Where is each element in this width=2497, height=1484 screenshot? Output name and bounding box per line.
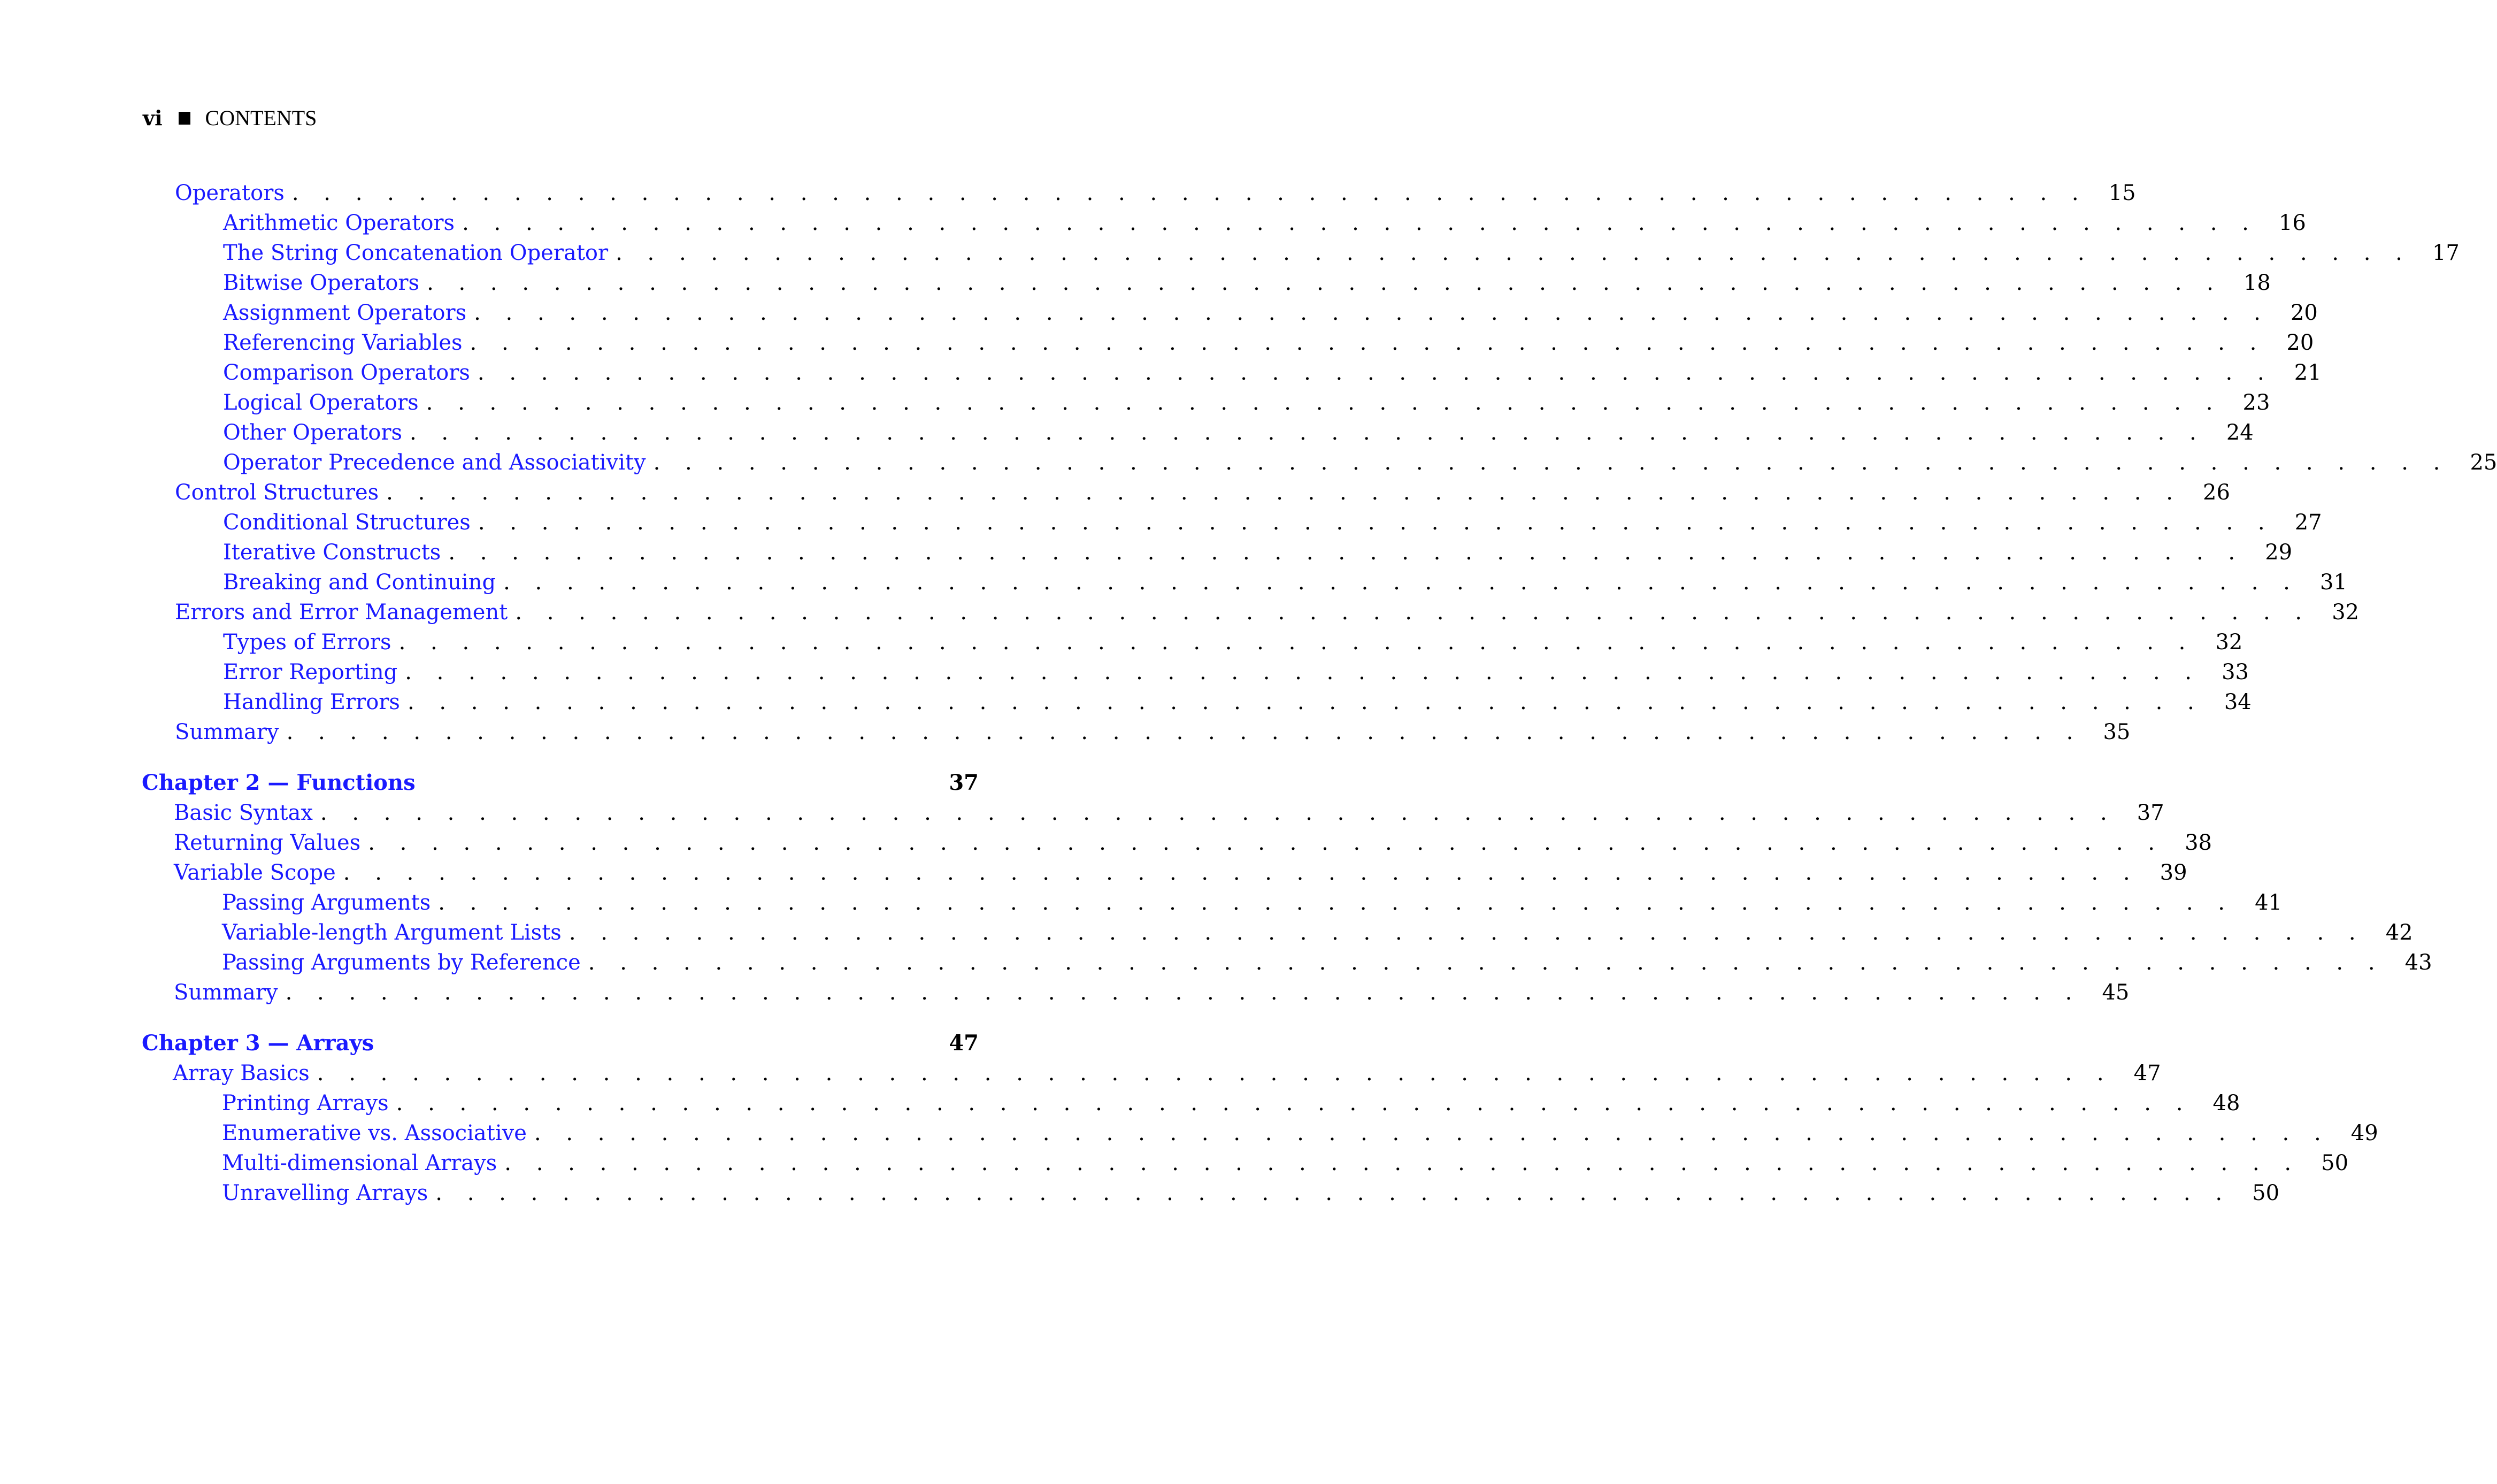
toc-entry-title[interactable]: Assignment Operators bbox=[223, 301, 467, 325]
toc-page-number: 41 bbox=[2255, 890, 2283, 915]
dot-leader: . . . . . . . . . . . . . . . . . . . . . . . . . . . . . . . . . . . . . . . . . . . . . . . . . . . . . . . . . bbox=[386, 480, 2182, 505]
toc-entry-title[interactable]: Multi-dimensional Arrays bbox=[222, 1151, 497, 1175]
toc-page-number: 18 bbox=[2243, 271, 2271, 295]
toc-entry-title[interactable]: Enumerative vs. Associative bbox=[222, 1121, 527, 1145]
dot-leader: . . . . . . . . . . . . . . . . . . . . . . . . . . . . . . . . . . . . . . . . . . . . . . . . . . . . . . . . . bbox=[343, 860, 2139, 885]
toc-entry-iterative-constructs[interactable] bbox=[223, 537, 2293, 567]
toc-entry-returning-values[interactable] bbox=[174, 828, 2212, 858]
toc-entry-enumerative-vs-associative[interactable] bbox=[222, 1118, 2378, 1148]
toc-entry-title[interactable]: Basic Syntax bbox=[174, 801, 313, 825]
toc-entry-title[interactable]: Printing Arrays bbox=[222, 1091, 389, 1116]
toc-entry-variable-length-argument-lists[interactable] bbox=[222, 918, 2413, 948]
dot-leader: . . . . . . . . . . . . . . . . . . . . . . . . . . . . . . . . . . . . . . . . . . . . . . . . . . . . . . . . . bbox=[478, 510, 2274, 535]
toc-page-number: 25 bbox=[2470, 450, 2497, 475]
toc-entry-operator-precedence[interactable] bbox=[223, 448, 2497, 478]
toc-page-number: 45 bbox=[2102, 980, 2130, 1005]
toc-entry-errors-and-error-management[interactable] bbox=[175, 597, 2360, 627]
toc-entry-printing-arrays[interactable] bbox=[222, 1088, 2240, 1118]
dot-leader: . . . . . . . . . . . . . . . . . . . . . . . . . . . . . . . . . . . . . . . . . . . . . . . . . . . . . . . . . bbox=[653, 450, 2449, 475]
dot-leader: . . . . . . . . . . . . . . . . . . . . . . . . . . . . . . . . . . . . . . . . . . . . . . . . . . . . . . . . . bbox=[568, 920, 2365, 945]
dot-leader: . . . . . . . . . . . . . . . . . . . . . . . . . . . . . . . . . . . . . . . . . . . . . . . . . . . . . . . . . bbox=[462, 211, 2258, 235]
toc-chapter-title[interactable]: Chapter 3 — Arrays bbox=[142, 1031, 374, 1056]
toc-entry-title[interactable]: Variable-length Argument Lists bbox=[222, 920, 562, 945]
toc-page-number: 50 bbox=[2321, 1151, 2349, 1175]
toc-entry-title[interactable]: Operators bbox=[175, 181, 285, 205]
toc-entry-handling-errors[interactable] bbox=[223, 687, 2252, 717]
toc-entry-types-of-errors[interactable] bbox=[223, 627, 2243, 657]
toc-page-number: 15 bbox=[2108, 181, 2136, 205]
toc-page-number: 47 bbox=[2133, 1061, 2161, 1086]
toc-entry-title[interactable]: Unravelling Arrays bbox=[222, 1181, 428, 1205]
toc-entry-passing-arguments[interactable] bbox=[222, 888, 2283, 918]
toc-page-number: 16 bbox=[2278, 211, 2306, 235]
toc-page-number: 34 bbox=[2224, 690, 2252, 714]
toc-entry-summary-ch2[interactable] bbox=[174, 978, 2130, 1008]
dot-leader: . . . . . . . . . . . . . . . . . . . . . . . . . . . . . . . . . . . . . . . . . . . . . . . . . . . . . . . . . bbox=[427, 271, 2223, 295]
toc-page-number: 26 bbox=[2203, 480, 2230, 505]
dot-leader: . . . . . . . . . . . . . . . . . . . . . . . . . . . . . . . . . . . . . . . . . . . . . . . . . . . . . . . . . bbox=[504, 1151, 2301, 1175]
toc-entry-breaking-and-continuing[interactable] bbox=[223, 567, 2347, 597]
dot-leader: . . . . . . . . . . . . . . . . . . . . . . . . . . . . . . . . . . . . . . . . . . . . . . . . . . . . . . . . . bbox=[503, 570, 2299, 595]
dot-leader: . . . . . . . . . . . . . . . . . . . . . . . . . . . . . . . . . . . . . . . . . . . . . . . . . . . . . . . . . bbox=[515, 600, 2311, 625]
dot-leader: . . . . . . . . . . . . . . . . . . . . . . . . . . . . . . . . . . . . . . . . . . . . . . . . . . . . . . . . . bbox=[534, 1121, 2330, 1145]
toc-entry-title[interactable]: Comparison Operators bbox=[223, 360, 470, 385]
toc-chapter-3[interactable] bbox=[142, 1028, 979, 1058]
toc-entry-title[interactable]: Summary bbox=[175, 720, 279, 744]
toc-entry-title[interactable]: Passing Arguments bbox=[222, 890, 431, 915]
toc-entry-logical-operators[interactable] bbox=[223, 388, 2270, 418]
toc-entry-title[interactable]: Operator Precedence and Associativity bbox=[223, 450, 646, 475]
toc-entry-title[interactable]: Summary bbox=[174, 980, 278, 1005]
toc-page-number: 20 bbox=[2290, 301, 2318, 325]
toc-page-number: 49 bbox=[2350, 1121, 2378, 1145]
toc-entry-comparison-operators[interactable] bbox=[223, 358, 2322, 388]
toc-entry-string-concatenation-operator[interactable] bbox=[223, 238, 2460, 268]
toc-entry-unravelling-arrays[interactable] bbox=[222, 1178, 2280, 1208]
toc-page-number: 47 bbox=[949, 1031, 979, 1056]
toc-page-number: 33 bbox=[2222, 660, 2249, 685]
dot-leader: . . . . . . . . . . . . . . . . . . . . . . . . . . . . . . . . . . . . . . . . . . . . . . . . . . . . . . . . . bbox=[398, 630, 2195, 655]
toc-page-number: 20 bbox=[2286, 330, 2314, 355]
toc-page-number: 32 bbox=[2332, 600, 2360, 625]
toc-entry-title[interactable]: Iterative Constructs bbox=[223, 540, 441, 565]
toc-entry-title[interactable]: Arithmetic Operators bbox=[223, 211, 455, 235]
toc-entry-control-structures[interactable] bbox=[175, 478, 2230, 508]
toc-page-number: 31 bbox=[2319, 570, 2347, 595]
toc-entry-title[interactable]: Referencing Variables bbox=[223, 330, 463, 355]
running-title: CONTENTS bbox=[205, 106, 317, 130]
dot-leader: . . . . . . . . . . . . . . . . . . . . . . . . . . . . . . . . . . . . . . . . . . . . . . . . . . . . . . . . . bbox=[470, 330, 2266, 355]
toc-entry-title[interactable]: Control Structures bbox=[175, 480, 379, 505]
toc-entry-title[interactable]: Logical Operators bbox=[223, 390, 419, 415]
toc-page-number: 42 bbox=[2385, 920, 2413, 945]
toc-page-number: 29 bbox=[2265, 540, 2293, 565]
toc-page-number: 37 bbox=[2137, 801, 2164, 825]
dot-leader: . . . . . . . . . . . . . . . . . . . . . . . . . . . . . . . . . . . . . . . . . . . . . . . . . . . . . . . . . bbox=[474, 301, 2270, 325]
toc-entry-error-reporting[interactable] bbox=[223, 657, 2249, 687]
dot-leader: . . . . . . . . . . . . . . . . . . . . . . . . . . . . . . . . . . . . . . . . . . . . . . . . . . . . . . . . . bbox=[435, 1181, 2232, 1205]
toc-page-number: 48 bbox=[2212, 1091, 2240, 1116]
dot-leader: . . . . . . . . . . . . . . . . . . . . . . . . . . . . . . . . . . . . . . . . . . . . . . . . . . . . . . . . . bbox=[396, 1091, 2192, 1116]
dot-leader: . . . . . . . . . . . . . . . . . . . . . . . . . . . . . . . . . . . . . . . . . . . . . . . . . . . . . . . . . bbox=[286, 720, 2083, 744]
page-number: vi bbox=[143, 106, 163, 130]
dot-leader: . . . . . . . . . . . . . . . . . . . . . . . . . . . . . . . . . . . . . . . . . . . . . . . . . . . . . . . . . bbox=[285, 980, 2081, 1005]
toc-entry-passing-arguments-by-reference[interactable] bbox=[222, 948, 2432, 978]
toc-page-number: 50 bbox=[2252, 1181, 2280, 1205]
dot-leader: . . . . . . . . . . . . . . . . . . . . . . . . . . . . . . . . . . . . . . . . . . . . . . . . . . . . . . . . . bbox=[407, 690, 2203, 714]
toc-entry-title[interactable]: Handling Errors bbox=[223, 690, 400, 714]
toc-entry-title[interactable]: Other Operators bbox=[223, 420, 402, 445]
toc-entry-bitwise-operators[interactable] bbox=[223, 268, 2271, 298]
toc-page-number: 35 bbox=[2103, 720, 2131, 744]
toc-page-number: 43 bbox=[2404, 950, 2432, 975]
toc-entry-title[interactable]: Bitwise Operators bbox=[223, 271, 420, 295]
dot-leader: . . . . . . . . . . . . . . . . . . . . . . . . . . . . . . . . . . . . . . . . . . . . . . . . . . . . . . . . . bbox=[320, 801, 2116, 825]
toc-entry-summary-ch1[interactable] bbox=[175, 717, 2131, 747]
toc-entry-operators[interactable] bbox=[175, 178, 2136, 208]
toc-page-number: 17 bbox=[2432, 241, 2460, 265]
toc-page-number: 24 bbox=[2226, 420, 2254, 445]
toc-entry-title[interactable]: Error Reporting bbox=[223, 660, 398, 685]
toc-entry-title[interactable]: Passing Arguments by Reference bbox=[222, 950, 581, 975]
dot-leader: . . . . . . . . . . . . . . . . . . . . . . . . . . . . . . . . . . . . . . . . . . . . . . . . . . . . . . . . . bbox=[588, 950, 2384, 975]
toc-chapter-title[interactable]: Chapter 2 — Functions bbox=[142, 770, 416, 795]
toc-entry-referencing-variables[interactable] bbox=[223, 328, 2314, 358]
toc-page-number: 38 bbox=[2185, 831, 2212, 855]
toc-entry-title[interactable]: Variable Scope bbox=[174, 860, 336, 885]
toc-entry-title[interactable]: Conditional Structures bbox=[223, 510, 471, 535]
toc-page-number: 37 bbox=[949, 770, 979, 795]
toc-entry-variable-scope[interactable] bbox=[174, 858, 2187, 888]
toc-entry-array-basics[interactable] bbox=[173, 1058, 2161, 1088]
toc-entry-title[interactable]: Breaking and Continuing bbox=[223, 570, 496, 595]
toc-entry-conditional-structures[interactable] bbox=[223, 508, 2322, 537]
toc-page-number: 23 bbox=[2242, 390, 2270, 415]
toc-entry-title[interactable]: Errors and Error Management bbox=[175, 600, 508, 625]
dot-leader: . . . . . . . . . . . . . . . . . . . . . . . . . . . . . . . . . . . . . . . . . . . . . . . . . . . . . . . . . bbox=[477, 360, 2273, 385]
toc-entry-title[interactable]: Returning Values bbox=[174, 831, 361, 855]
toc-page-number: 32 bbox=[2215, 630, 2243, 655]
toc-page-number: 39 bbox=[2160, 860, 2187, 885]
toc-page-number: 21 bbox=[2294, 360, 2322, 385]
dot-leader: . . . . . . . . . . . . . . . . . . . . . . . . . . . . . . . . . . . . . . . . . . . . . . . . . . . . . . . . . bbox=[448, 540, 2245, 565]
dot-leader: . . . . . . . . . . . . . . . . . . . . . . . . . . . . . . . . . . . . . . . . . . . . . . . . . . . . . . . . . bbox=[616, 241, 2411, 265]
toc-entry-title[interactable]: The String Concatenation Operator bbox=[223, 241, 609, 265]
dot-leader: . . . . . . . . . . . . . . . . . . . . . . . . . . . . . . . . . . . . . . . . . . . . . . . . . . . . . . . . . bbox=[426, 390, 2222, 415]
toc-entry-assignment-operators[interactable] bbox=[223, 298, 2318, 328]
toc-entry-other-operators[interactable] bbox=[223, 418, 2254, 448]
dot-leader: . . . . . . . . . . . . . . . . . . . . . . . . . . . . . . . . . . . . . . . . . . . . . . . . . . . . . . . . . bbox=[409, 420, 2206, 445]
toc-entry-title[interactable]: Array Basics bbox=[173, 1061, 310, 1086]
dot-leader: . . . . . . . . . . . . . . . . . . . . . . . . . . . . . . . . . . . . . . . . . . . . . . . . . . . . . . . . . bbox=[438, 890, 2234, 915]
toc-entry-basic-syntax[interactable] bbox=[174, 798, 2164, 828]
dot-leader: . . . . . . . . . . . . . . . . . . . . . . . . . . . . . . . . . . . . . . . . . . . . . . . . . . . . . . . . . bbox=[405, 660, 2201, 685]
toc-chapter-2[interactable] bbox=[142, 768, 979, 798]
dot-leader: . . . . . . . . . . . . . . . . . . . . . . . . . . . . . . . . . . . . . . . . . . . . . . . . . . . . . . . . . bbox=[317, 1061, 2113, 1086]
dot-leader: . . . . . . . . . . . . . . . . . . . . . . . . . . . . . . . . . . . . . . . . . . . . . . . . . . . . . . . . . bbox=[368, 831, 2164, 855]
toc-entry-multi-dimensional-arrays[interactable] bbox=[222, 1148, 2349, 1178]
toc-entry-arithmetic-operators[interactable] bbox=[223, 208, 2306, 238]
toc-entry-title[interactable]: Types of Errors bbox=[223, 630, 391, 655]
dot-leader: . . . . . . . . . . . . . . . . . . . . . . . . . . . . . . . . . . . . . . . . . . . . . . . . . . . . . . . . . bbox=[291, 181, 2088, 205]
toc-page-number: 27 bbox=[2294, 510, 2322, 535]
